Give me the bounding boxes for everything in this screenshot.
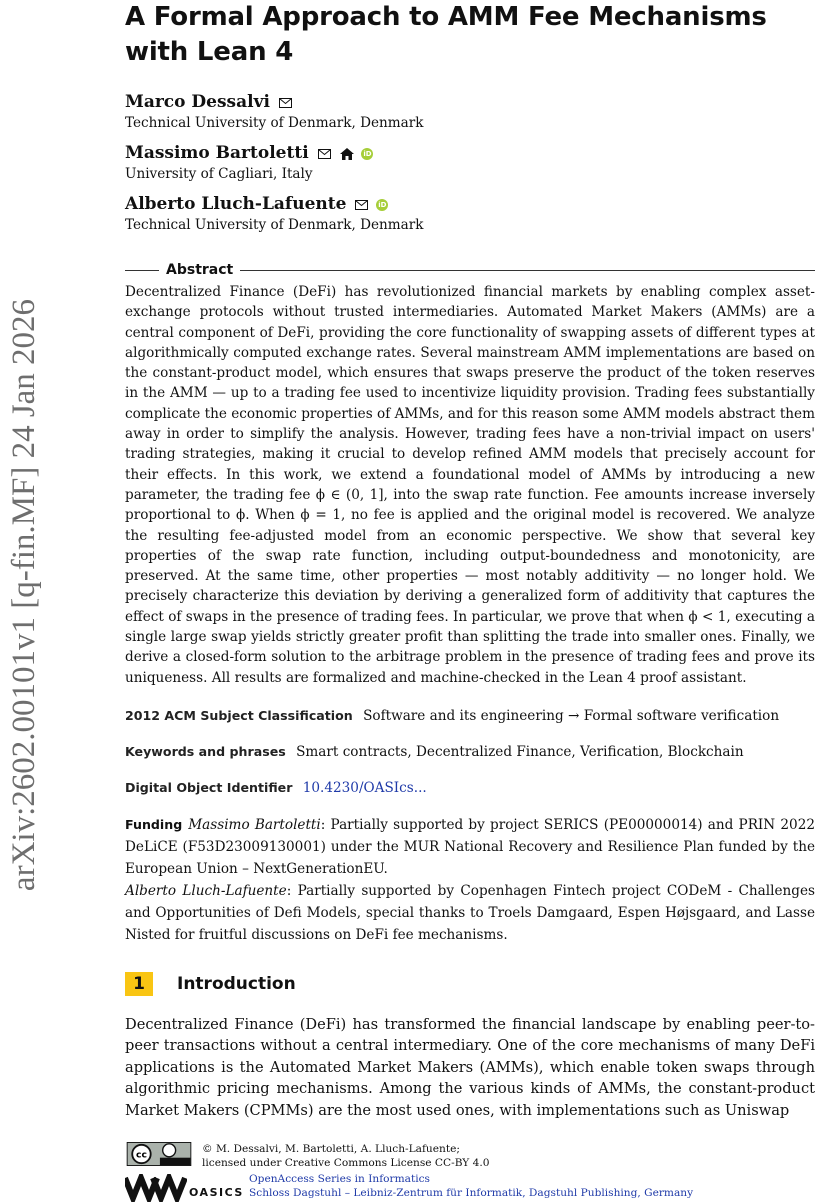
section-number: 1	[125, 972, 153, 996]
section-title: Introduction	[177, 973, 296, 994]
author-affiliation: Technical University of Denmark, Denmark	[125, 115, 424, 131]
funding	[125, 814, 815, 946]
cc-by-license-icon	[125, 1142, 193, 1166]
author-block	[125, 194, 815, 235]
funding-person: Alberto Lluch-Lafuente	[125, 882, 287, 899]
doi-label: Digital Object Identifier	[125, 779, 293, 795]
orcid-icon[interactable]: iD	[363, 149, 372, 158]
keywords-value: Smart contracts, Decentralized Finance, Verification, Blockchain	[296, 743, 744, 760]
abstract-text: Decentralized Finance (DeFi) has revolutionized financial markets by enabling complex asset-exchange protocols without trusted intermediaries. Automated Market Makers (AMMs) are a central component of DeFi, providing the core functionality of swapping assets of different types at algorithmically computed exchange rates. Several mainstream AMM implementations are based on the constant-product model, which ensures that swaps preserve the product of the token reserves in the AMM — up to a trading fee used to incentivize liquidity provision. Trading fees substantially complicate the economic properties of AMMs, and for this reason some AMM models abstract them away in order to simplify the analysis. However, trading fees have a non-trivial impact on users' trading strategies, making it crucial to develop refined AMM models that precisely account for their effects. In this work, we extend a foundational model of AMMs by introducing a new parameter, the trading fee ϕ ∈ (0, 1], into the swap rate function. Fee amounts increase inversely proportional to ϕ. When ϕ = 1, no fee is applied and the original model is recovered. We analyze the resulting fee-adjusted model from an economic perspective. We show that several key properties of the swap rate function, including output-boundedness and monotonicity, are preserved. At the same time, other properties — most notably additivity — no longer hold. We precisely characterize this deviation by deriving a generalized form of additivity that captures the effect of swaps in the presence of trading fees. In particular, we prove that when ϕ < 1, executing a single large swap yields strictly greater profit than splitting the trade into smaller ones. Finally, we derive a closed-form solution to the arbitrage problem in the presence of trading fees and prove its uniqueness. All results are formalized and machine-checked in the Lean 4 proof assistant.	[125, 284, 815, 686]
svg-text:cc: cc	[135, 1149, 147, 1161]
author-affiliation: Technical University of Denmark, Denmark	[125, 217, 424, 233]
section-heading	[125, 972, 815, 996]
doi-link[interactable]: 10.4230/OASIcs...	[302, 779, 427, 796]
email-icon[interactable]	[318, 149, 331, 159]
keywords	[125, 742, 815, 762]
doi	[125, 778, 815, 798]
acm-classification	[125, 706, 815, 726]
oasics-logo: OASICS	[189, 1186, 244, 1199]
author-name: Massimo Bartoletti	[125, 143, 309, 163]
divider	[240, 270, 815, 271]
license-line: licensed under Creative Commons License CC-BY 4.0	[202, 1157, 490, 1169]
funding-person: Massimo Bartoletti	[188, 816, 321, 833]
publisher-link[interactable]: Schloss Dagstuhl – Leibniz-Zentrum für Informatik, Dagstuhl Publishing, Germany	[249, 1187, 694, 1199]
home-icon[interactable]	[340, 148, 354, 160]
author-block	[125, 143, 815, 184]
funding-label: Funding	[125, 816, 183, 832]
arxiv-sidebar-stamp: arXiv:2602.00101v1 [q-fin.MF] 24 Jan 2026	[6, 298, 42, 892]
author-name: Alberto Lluch-Lafuente	[125, 194, 347, 214]
paper-page	[125, 0, 815, 1121]
funding-text: : Partially supported by Copenhagen Fintech project CODeM - Challenges and Opportunities of Defi Models, special thanks to Troels Damgaard, Espen Højsgaard, and Lasse Nisted for fruitful discussions on DeFi fee mechanisms.	[125, 882, 815, 943]
acm-value: Software and its engineering → Formal software verification	[363, 707, 780, 724]
series-info	[249, 1172, 693, 1200]
series-link[interactable]: OpenAccess Series in Informatics	[249, 1173, 430, 1185]
paper-title: A Formal Approach to AMM Fee Mechanisms with Lean 4	[125, 2, 767, 67]
orcid-icon[interactable]: iD	[378, 200, 387, 209]
email-icon[interactable]	[355, 200, 368, 210]
author-name: Marco Dessalvi	[125, 92, 270, 112]
author-affiliation: University of Cagliari, Italy	[125, 166, 313, 182]
copyright-line: © M. Dessalvi, M. Bartoletti, A. Lluch-Lafuente;	[202, 1143, 460, 1155]
divider	[125, 270, 159, 271]
acm-label: 2012 ACM Subject Classification	[125, 707, 353, 723]
abstract-heading	[125, 261, 815, 279]
author-block	[125, 92, 815, 133]
abstract-title: Abstract	[166, 262, 234, 278]
dagstuhl-logo-icon	[125, 1174, 187, 1202]
keywords-label: Keywords and phrases	[125, 743, 286, 759]
license-text	[202, 1142, 490, 1170]
intro-paragraph: Decentralized Finance (DeFi) has transformed the financial landscape by enabling peer-to-peer transactions without a central intermediary. One of the core mechanisms of many DeFi applications is the Automated Market Makers (AMMs), which enable token swaps through algorithmic pricing mechanisms. Among the various kinds of AMMs, the constant-product Market Makers (CPMMs) are the most used ones, with implementations such as Uniswap	[125, 1015, 815, 1119]
email-icon[interactable]	[279, 98, 292, 108]
funding-text: : Partially supported by project SERICS (PE00000014) and PRIN 2022 DeLiCE (F53D23009130001) under the MUR National Recovery and Resilience Plan funded by the European Union – NextGenerationEU.	[125, 816, 815, 877]
